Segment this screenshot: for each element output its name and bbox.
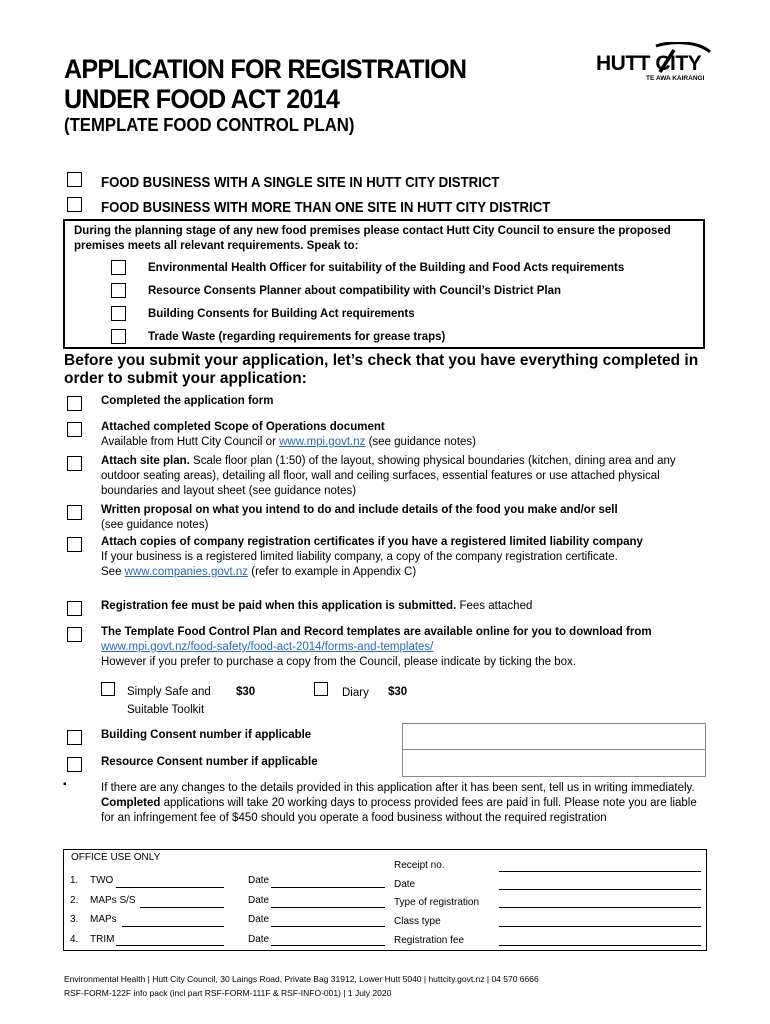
single-site-checkbox[interactable] bbox=[67, 172, 82, 187]
company-checkbox[interactable] bbox=[67, 537, 82, 552]
trade-waste-checkbox[interactable] bbox=[111, 329, 126, 344]
planning-intro: During the planning stage of any new food premises please contact Hutt City Council to ensure the proposed premises meets all relevant requirements. Speak to: bbox=[74, 225, 671, 252]
office-row-4-date: Date bbox=[248, 934, 270, 945]
planning-box bbox=[63, 219, 705, 349]
office-row-3-date-field[interactable] bbox=[271, 926, 385, 927]
registration-type-label: Type of registration bbox=[394, 897, 480, 908]
office-use-title: OFFICE USE ONLY bbox=[71, 852, 161, 863]
resource-planner-checkbox[interactable] bbox=[111, 283, 126, 298]
class-type-field[interactable] bbox=[499, 926, 701, 927]
building-consents-label: Building Consents for Building Act requirements bbox=[148, 308, 415, 320]
office-row-3-label: MAPs bbox=[90, 914, 117, 925]
note-bullet: ▪ bbox=[63, 779, 67, 790]
scope-checkbox[interactable] bbox=[67, 422, 82, 437]
trade-waste-label: Trade Waste (regarding requirements for grease traps) bbox=[148, 331, 446, 343]
toolkit-checkbox[interactable] bbox=[101, 682, 115, 696]
site-plan-item bbox=[101, 454, 711, 499]
company-text: If your business is a registered limited liability company, a copy of the company registration certificate. bbox=[101, 551, 618, 563]
office-row-2-date-field[interactable] bbox=[271, 907, 385, 908]
toolkit-label bbox=[127, 683, 211, 719]
mpi-link[interactable]: www.mpi.govt.nz bbox=[279, 436, 366, 448]
registration-fee-label: Registration fee bbox=[394, 935, 465, 946]
company-see-pre: See bbox=[101, 566, 125, 578]
office-row-2-num: 2. bbox=[70, 895, 79, 906]
receipt-no-field[interactable] bbox=[499, 871, 701, 872]
office-row-1-label: TWO bbox=[90, 875, 114, 886]
scope-title: Attached completed Scope of Operations document bbox=[101, 421, 385, 433]
company-see-post: (refer to example in Appendix C) bbox=[248, 566, 417, 578]
office-use-box bbox=[63, 849, 707, 951]
toolkit-line2: Suitable Toolkit bbox=[127, 704, 205, 716]
template-text: However if you prefer to purchase a copy from the Council, please indicate by ticking the box. bbox=[101, 656, 576, 668]
resource-planner-label: Resource Consents Planner about compatibility with Council’s District Plan bbox=[148, 285, 562, 297]
page-subtitle: (TEMPLATE FOOD CONTROL PLAN) bbox=[64, 115, 355, 135]
office-row-1-date-field[interactable] bbox=[271, 887, 385, 888]
footer-contact: Environmental Health | Hutt City Council, 30 Laings Road, Private Bag 31912, Lower Hutt 5040 | huttcity.govt.nz | 04 570 6666 bbox=[64, 974, 539, 984]
site-plan-bold: Attach site plan. bbox=[101, 455, 190, 467]
office-row-2-date: Date bbox=[248, 895, 270, 906]
office-row-4-label: TRIM bbox=[90, 934, 115, 945]
proposal-item bbox=[101, 503, 711, 533]
trim-field[interactable] bbox=[116, 945, 224, 946]
scope-item bbox=[101, 420, 711, 450]
fee-bold: Registration fee must be paid when this application is submitted. bbox=[101, 600, 457, 612]
title-line-1: APPLICATION FOR REGISTRATION bbox=[64, 54, 467, 84]
company-see bbox=[101, 565, 711, 580]
office-date-field[interactable] bbox=[499, 889, 701, 890]
office-row-3-date: Date bbox=[248, 914, 270, 925]
diary-price: $30 bbox=[388, 686, 408, 698]
office-row-2-label: MAPs S/S bbox=[90, 895, 136, 906]
two-field[interactable] bbox=[116, 887, 224, 888]
building-consent-input[interactable] bbox=[402, 723, 706, 750]
diary-label: Diary bbox=[342, 687, 369, 699]
proposal-checkbox[interactable] bbox=[67, 505, 82, 520]
changes-note bbox=[101, 781, 711, 826]
logo-text: HUTT CITY bbox=[596, 52, 702, 75]
toolkit-price: $30 bbox=[236, 686, 256, 698]
maps-field[interactable] bbox=[122, 926, 224, 927]
completed-form-checkbox[interactable] bbox=[67, 396, 82, 411]
site-plan-text: Scale floor plan (1:50) of the layout, showing physical boundaries (kitchen, dining area and any outdoor seating areas), detailing all floor, wall and ceiling surfaces, essential features or use attached physical boundaries and layout sheet (see guidance notes) bbox=[101, 455, 676, 497]
multi-site-label: FOOD BUSINESS WITH MORE THAN ONE SITE IN HUTT CITY DISTRICT bbox=[101, 199, 551, 216]
fee-item bbox=[101, 599, 711, 614]
office-row-3-num: 3. bbox=[70, 914, 79, 925]
single-site-label: FOOD BUSINESS WITH A SINGLE SITE IN HUTT CITY DISTRICT bbox=[101, 174, 500, 191]
office-row-4-date-field[interactable] bbox=[271, 945, 385, 946]
toolkit-line1: Simply Safe and bbox=[127, 686, 211, 698]
scope-detail bbox=[101, 435, 711, 450]
proposal-text: (see guidance notes) bbox=[101, 519, 209, 531]
company-bold: Attach copies of company registration certificates if you have a registered limited liability company bbox=[101, 536, 643, 548]
proposal-bold: Written proposal on what you intend to do and include details of the food you make and/or sell bbox=[101, 504, 618, 516]
site-plan-checkbox[interactable] bbox=[67, 456, 82, 471]
templates-link[interactable]: www.mpi.govt.nz/food-safety/food-act-2014/forms-and-templates/ bbox=[101, 641, 434, 653]
note-pre: If there are any changes to the details provided in this application after it has been sent, tell us in writing immediately. bbox=[101, 782, 695, 794]
template-item bbox=[101, 625, 711, 670]
registration-type-field[interactable] bbox=[499, 907, 701, 908]
building-consents-checkbox[interactable] bbox=[111, 306, 126, 321]
fee-checkbox[interactable] bbox=[67, 601, 82, 616]
completed-form-label: Completed the application form bbox=[101, 395, 274, 407]
diary-checkbox[interactable] bbox=[314, 682, 328, 696]
building-consent-checkbox[interactable] bbox=[67, 730, 82, 745]
hutt-city-logo bbox=[594, 42, 714, 87]
checklist-heading: Before you submit your application, let’s check that you have everything completed in order to submit your application: bbox=[64, 352, 699, 387]
template-bold: The Template Food Control Plan and Record templates are available online for you to download from bbox=[101, 626, 652, 638]
office-date-label: Date bbox=[394, 879, 416, 890]
receipt-no-label: Receipt no. bbox=[394, 860, 445, 871]
companies-link[interactable]: www.companies.govt.nz bbox=[124, 566, 249, 578]
building-consent-label: Building Consent number if applicable bbox=[101, 729, 312, 741]
maps-ss-field[interactable] bbox=[140, 907, 224, 908]
office-row-1-num: 1. bbox=[70, 875, 79, 886]
ehr-officer-label: Environmental Health Officer for suitability of the Building and Food Acts requirements bbox=[148, 262, 625, 274]
resource-consent-checkbox[interactable] bbox=[67, 757, 82, 772]
template-checkbox[interactable] bbox=[67, 627, 82, 642]
office-row-1-date: Date bbox=[248, 875, 270, 886]
resource-consent-input[interactable] bbox=[402, 749, 706, 777]
resource-consent-label: Resource Consent number if applicable bbox=[101, 756, 318, 768]
ehr-officer-checkbox[interactable] bbox=[111, 260, 126, 275]
note-post: applications will take 20 working days to process provided fees are paid in full. Please note you are liable for an infringement fee of $450 should you operate a food business without the required registration bbox=[101, 797, 697, 824]
fee-text: Fees attached bbox=[456, 600, 533, 612]
footer-form-ref: RSF-FORM-122F info pack (incl part RSF-FORM-111F & RSF-INFO-001) | 1 July 2020 bbox=[64, 988, 392, 998]
multi-site-checkbox[interactable] bbox=[67, 197, 82, 212]
registration-fee-field[interactable] bbox=[499, 945, 701, 946]
logo-subtext: TE AWA KAIRANGI bbox=[646, 75, 705, 82]
company-item bbox=[101, 535, 711, 580]
scope-pre: Available from Hutt City Council or bbox=[101, 436, 280, 448]
title-line-2: UNDER FOOD ACT 2014 bbox=[64, 84, 340, 114]
scope-post: (see guidance notes) bbox=[365, 436, 476, 448]
office-row-4-num: 4. bbox=[70, 934, 79, 945]
class-type-label: Class type bbox=[394, 916, 441, 927]
page-title bbox=[64, 54, 466, 114]
note-bold: Completed bbox=[101, 797, 161, 809]
